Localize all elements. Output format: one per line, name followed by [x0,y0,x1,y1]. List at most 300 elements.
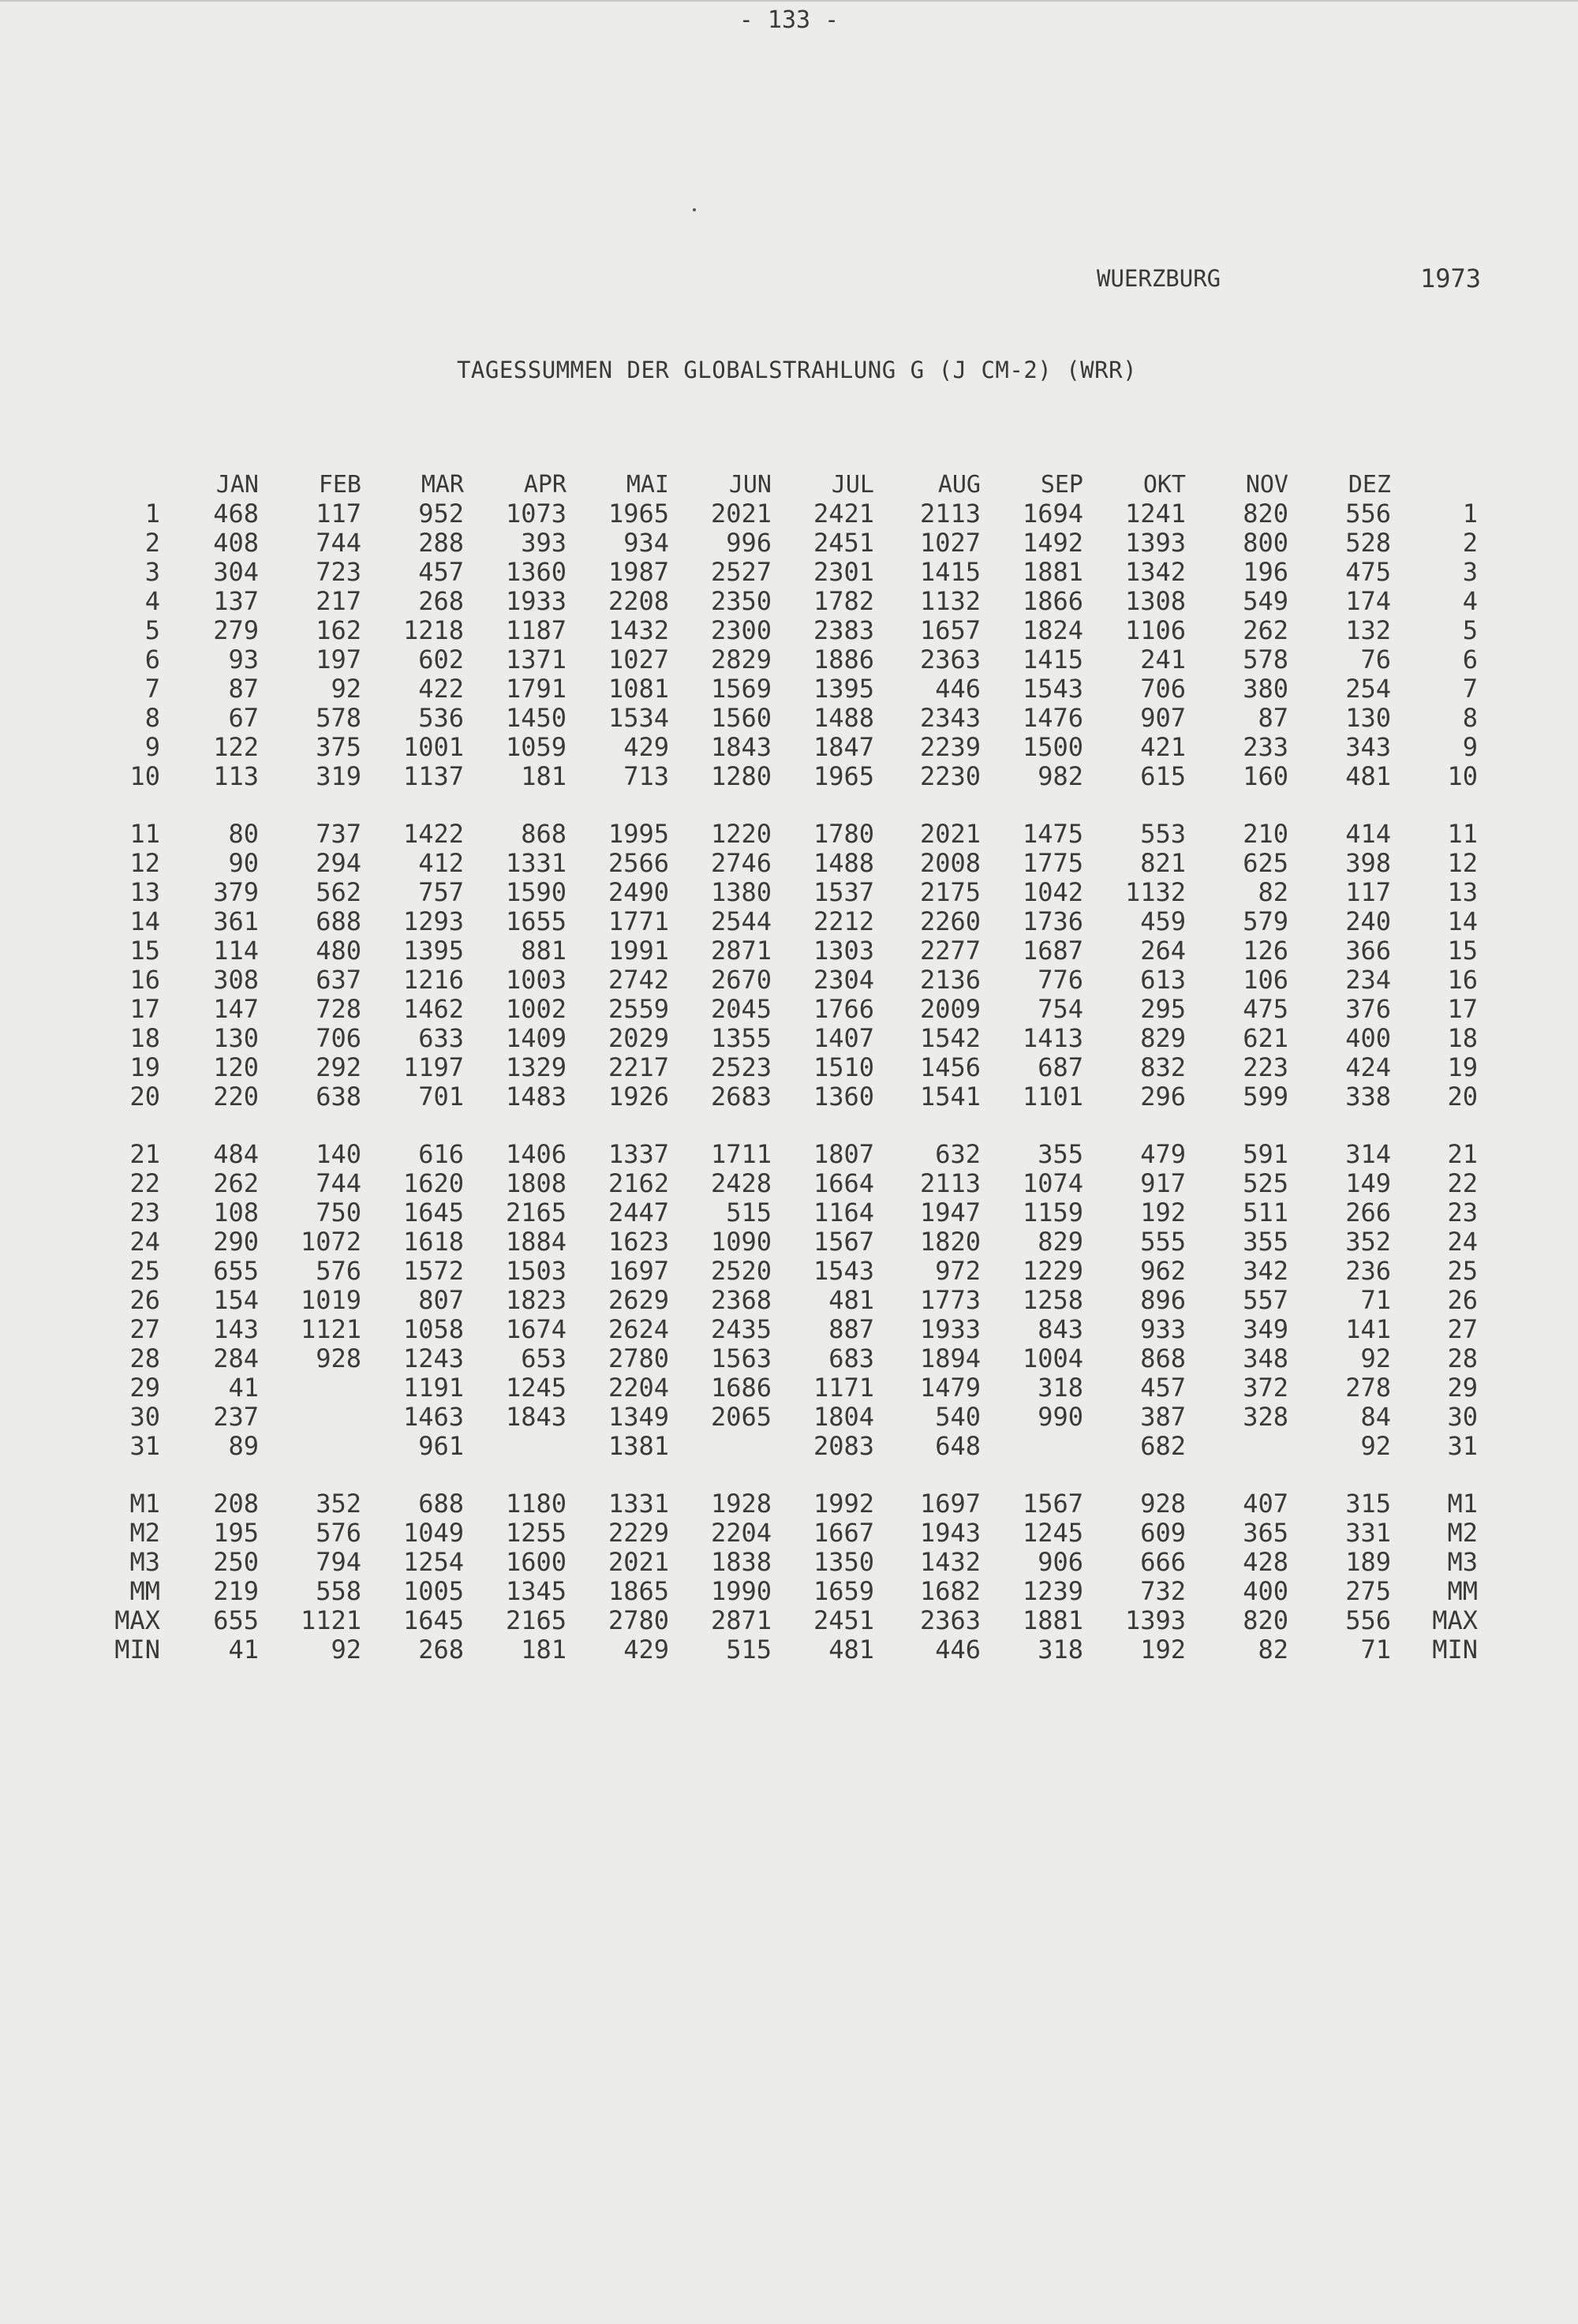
month-header: OKT [1142,471,1186,499]
table-cell: 982 [1038,761,1083,791]
table-cell: 952 [418,499,464,529]
table-cell: 928 [1140,1489,1186,1519]
table-cell: 1965 [813,761,874,791]
table-cell: 92 [1360,1431,1391,1461]
table-cell: 2021 [710,499,772,529]
table-cell: 284 [213,1343,259,1373]
row-label-right: 13 [1447,877,1478,907]
row-label: 5 [144,615,160,645]
table-cell: 1736 [1022,906,1083,936]
row-label-right: 31 [1447,1431,1478,1461]
table-cell: 113 [213,761,259,791]
table-cell: 192 [1140,1197,1186,1227]
table-cell: 682 [1140,1431,1186,1461]
table-cell: 361 [213,906,259,936]
table-cell: 1567 [813,1227,874,1257]
table-cell: 2490 [608,877,669,907]
table-cell: 2780 [608,1605,669,1635]
table-cell: 1488 [813,848,874,878]
table-cell: 189 [1345,1547,1391,1577]
table-cell: 398 [1345,848,1391,878]
table-cell: 1001 [402,732,464,762]
table-cell: 868 [521,819,567,849]
table-row [103,1024,1483,1053]
table-cell: 2045 [710,994,772,1024]
table-cell: 137 [213,586,259,616]
table-row [103,529,1483,558]
month-header-row [103,470,1483,499]
table-cell: 318 [1038,1635,1083,1665]
table-cell: 2175 [919,877,981,907]
table-cell: 408 [213,528,259,558]
table-cell: 352 [316,1489,361,1519]
table-row [103,645,1483,674]
table-cell: 80 [228,819,259,849]
table-cell: 1121 [300,1314,361,1344]
table-cell: 1303 [813,936,874,966]
table-cell: 1657 [919,615,981,645]
table-cell: 1682 [919,1576,981,1606]
row-label: 16 [129,965,160,995]
table-row [103,1606,1483,1635]
table-cell: 1280 [710,761,772,791]
table-cell: 1780 [813,819,874,849]
table-cell [675,1432,777,1461]
table-cell: 76 [1360,645,1391,674]
row-label: 10 [129,761,160,791]
table-cell: 365 [1243,1518,1288,1548]
table-cell: 2260 [919,906,981,936]
row-label-right: 26 [1447,1285,1478,1315]
table-cell: 1462 [402,994,464,1024]
row-label-right: MIN [1432,1635,1478,1665]
table-cell: 1475 [1022,819,1083,849]
table-cell: 84 [1360,1402,1391,1432]
table-cell: 1393 [1124,528,1186,558]
table-cell: 829 [1140,1023,1186,1053]
table-cell: 1406 [505,1139,567,1169]
table-cell: 315 [1345,1489,1391,1519]
table-cell: 141 [1345,1314,1391,1344]
table-cell: 355 [1038,1139,1083,1169]
table-cell: 234 [1345,965,1391,995]
table-cell: 1329 [505,1052,567,1082]
table-cell: 117 [316,499,361,529]
table-cell: 990 [1038,1402,1083,1432]
month-header: DEZ [1348,471,1391,499]
table-cell: 2871 [710,1605,772,1635]
table-cell: 2670 [710,965,772,995]
table-cell: 319 [316,761,361,791]
table-cell: 1881 [1022,557,1083,587]
table-cell: 429 [623,1635,669,1665]
table-cell: 1543 [1022,674,1083,704]
table-cell: 794 [316,1547,361,1577]
table-cell: 528 [1345,528,1391,558]
table-cell: 633 [418,1023,464,1053]
row-label-right: 15 [1447,936,1478,966]
month-header: JAN [215,471,259,499]
table-cell: 1697 [919,1489,981,1519]
table-cell: 2520 [710,1256,772,1286]
row-label: 12 [129,848,160,878]
table-cell: 480 [316,936,361,966]
table-cell: 236 [1345,1256,1391,1286]
table-cell: 2212 [813,906,874,936]
row-label-right: 16 [1447,965,1478,995]
table-cell: 1820 [919,1227,981,1257]
table-cell: 349 [1243,1314,1288,1344]
table-cell: 1254 [402,1547,464,1577]
table-row [103,1635,1483,1665]
table-cell: 723 [316,557,361,587]
table-cell: 732 [1140,1576,1186,1606]
month-header: FEB [318,471,361,499]
table-cell: 475 [1243,994,1288,1024]
table-row [103,849,1483,878]
table-title: TAGESSUMMEN DER GLOBALSTRAHLUNG G (J CM-2) (WRR) [456,357,1138,383]
table-cell: 576 [316,1256,361,1286]
table-cell: 292 [316,1052,361,1082]
row-label-right: 25 [1447,1256,1478,1286]
table-cell: 666 [1140,1547,1186,1577]
table-cell: 706 [316,1023,361,1053]
table-cell: 217 [316,586,361,616]
row-label-right: M2 [1447,1518,1478,1548]
table-cell: 82 [1258,877,1288,907]
table-cell: 1543 [813,1256,874,1286]
table-cell: 2083 [813,1431,874,1461]
table-cell: 342 [1243,1256,1288,1286]
table-cell: 744 [316,1168,361,1198]
table-cell: 1019 [300,1285,361,1315]
table-cell: 290 [213,1227,259,1257]
row-label: 2 [144,528,160,558]
table-cell: 266 [1345,1197,1391,1227]
table-cell: 1432 [919,1547,981,1577]
table-cell: 241 [1140,645,1186,674]
table-cell: 288 [418,528,464,558]
table-cell: 412 [418,848,464,878]
row-label-right: 14 [1447,906,1478,936]
table-cell: 114 [213,936,259,966]
table-cell: 2113 [919,1168,981,1198]
row-label-right: 21 [1447,1139,1478,1169]
table-cell: 2300 [710,615,772,645]
table-cell: 820 [1243,499,1288,529]
table-cell: 82 [1258,1635,1288,1665]
table-cell: 2435 [710,1314,772,1344]
row-label-right: 29 [1447,1373,1478,1403]
table-cell: 1659 [813,1576,874,1606]
table-cell: 1463 [402,1402,464,1432]
row-label: 6 [144,645,160,674]
month-header: NOV [1245,471,1288,499]
table-cell: 807 [418,1285,464,1315]
month-header: JUN [728,471,772,499]
table-cell: 1694 [1022,499,1083,529]
table-cell: 2780 [608,1343,669,1373]
table-cell: 87 [228,674,259,704]
table-cell: 1483 [505,1082,567,1112]
table-cell: 933 [1140,1314,1186,1344]
table-cell: 262 [213,1168,259,1198]
table-cell: 821 [1140,848,1186,878]
row-label-right: 5 [1462,615,1478,645]
table-cell: 387 [1140,1402,1186,1432]
table-body [103,499,1483,1665]
row-label-right: MAX [1432,1605,1478,1635]
table-cell: 1331 [608,1489,669,1519]
table-row [103,616,1483,645]
table-cell: 917 [1140,1168,1186,1198]
row-label-right: 17 [1447,994,1478,1024]
table-cell: 1342 [1124,557,1186,587]
table-cell: 1791 [505,674,567,704]
table-cell: 1395 [402,936,464,966]
table-cell: 1838 [710,1547,772,1577]
table-cell: 1106 [1124,615,1186,645]
row-label-right: 9 [1462,732,1478,762]
row-label: 27 [129,1314,160,1344]
station-name: WUERZBURG [1097,265,1221,292]
table-row [103,1227,1483,1257]
table-cell: 1476 [1022,703,1083,733]
row-label-right: 3 [1462,557,1478,587]
table-cell: 393 [521,528,567,558]
row-label-right: 23 [1447,1197,1478,1227]
table-cell: 1687 [1022,936,1083,966]
table-cell: 275 [1345,1576,1391,1606]
table-cell: 1058 [402,1314,464,1344]
row-label-header [103,470,166,499]
table-cell: 1393 [1124,1605,1186,1635]
table-cell: 1073 [505,499,567,529]
table-cell: 1488 [813,703,874,733]
table-cell: 1197 [402,1052,464,1082]
table-cell: 331 [1345,1518,1391,1548]
row-label: 7 [144,674,160,704]
table-row [103,1169,1483,1198]
table-cell: 613 [1140,965,1186,995]
table-cell: 1965 [608,499,669,529]
table-cell: 1886 [813,645,874,674]
row-label: MIN [114,1635,160,1665]
table-cell: 294 [316,848,361,878]
row-label: 11 [129,819,160,849]
table-cell: 1059 [505,732,567,762]
table-cell: 424 [1345,1052,1391,1082]
table-cell: 638 [316,1082,361,1112]
table-cell: 2208 [608,586,669,616]
table-cell: 1933 [505,586,567,616]
table-cell: 1503 [505,1256,567,1286]
table-cell: 1479 [919,1373,981,1403]
table-cell: 195 [213,1518,259,1548]
table-cell: 609 [1140,1518,1186,1548]
row-label-right: 27 [1447,1314,1478,1344]
table-cell: 379 [213,877,259,907]
table-cell: 2742 [608,965,669,995]
table-cell: 1928 [710,1489,772,1519]
row-label: 4 [144,586,160,616]
table-cell: 1258 [1022,1285,1083,1315]
table-cell: 515 [726,1635,772,1665]
table-cell: 41 [228,1635,259,1665]
table-cell: 602 [418,645,464,674]
table-cell: 829 [1038,1227,1083,1257]
table-cell: 1590 [505,877,567,907]
table-cell: 240 [1345,906,1391,936]
table-cell: 446 [935,1635,981,1665]
table-cell: 149 [1345,1168,1391,1198]
table-cell: 355 [1243,1227,1288,1257]
table-cell: 1807 [813,1139,874,1169]
table-cell: 576 [316,1518,361,1548]
table-cell: 2350 [710,586,772,616]
table-row [103,907,1483,936]
table-cell: 308 [213,965,259,995]
table-cell: 2523 [710,1052,772,1082]
table-cell: 687 [1038,1052,1083,1082]
table-cell: 2029 [608,1023,669,1053]
table-cell: 479 [1140,1139,1186,1169]
table-cell: 268 [418,1635,464,1665]
month-header: MAI [626,471,669,499]
row-label: M1 [129,1489,160,1519]
row-label-right: 18 [1447,1023,1478,1053]
table-cell: 2008 [919,848,981,878]
table-row [103,1489,1483,1519]
table-cell: 1773 [919,1285,981,1315]
table-cell: 1004 [1022,1343,1083,1373]
table-cell: 1171 [813,1373,874,1403]
table-cell: 2363 [919,1605,981,1635]
table-cell: 820 [1243,1605,1288,1635]
table-cell: 1042 [1022,877,1083,907]
table-cell: 208 [213,1489,259,1519]
table-cell: 1074 [1022,1168,1083,1198]
table-cell: 1771 [608,906,669,936]
table-cell: 1933 [919,1314,981,1344]
table-cell: 1943 [919,1518,981,1548]
table-cell: 71 [1360,1285,1391,1315]
table-cell: 1537 [813,877,874,907]
table-cell: 481 [828,1635,874,1665]
table-cell: 1239 [1022,1576,1083,1606]
table-cell: 1422 [402,819,464,849]
row-label-right: 1 [1462,499,1478,529]
table-cell: 540 [935,1402,981,1432]
table-cell: 376 [1345,994,1391,1024]
table-cell: 2277 [919,936,981,966]
table-cell: 2683 [710,1082,772,1112]
table-cell: 2343 [919,703,981,733]
table-cell: 338 [1345,1082,1391,1112]
table-cell: 264 [1140,936,1186,966]
row-label-right: 20 [1447,1082,1478,1112]
table-cell: 1674 [505,1314,567,1344]
table-cell: 1500 [1022,732,1083,762]
table-cell: 1090 [710,1227,772,1257]
table-cell: 457 [1140,1373,1186,1403]
table-row [103,587,1483,616]
table-cell: 907 [1140,703,1186,733]
table-cell: 2829 [710,645,772,674]
table-cell: 1618 [402,1227,464,1257]
table-cell: 278 [1345,1373,1391,1403]
table-cell: 1132 [919,586,981,616]
table-cell: 421 [1140,732,1186,762]
table-cell: 1775 [1022,848,1083,878]
table-cell: 2421 [813,499,874,529]
table-cell: 906 [1038,1547,1083,1577]
table-cell: 1655 [505,906,567,936]
radiation-table [103,470,1483,1665]
table-cell: 140 [316,1139,361,1169]
row-label-right: 24 [1447,1227,1478,1257]
table-cell: 90 [228,848,259,878]
row-label: 26 [129,1285,160,1315]
scan-speck [693,208,696,211]
table-cell: 625 [1243,848,1288,878]
table-cell: 2239 [919,732,981,762]
table-cell [469,1432,572,1461]
table-cell: 2165 [505,1605,567,1635]
table-cell: 688 [418,1489,464,1519]
row-label: 30 [129,1402,160,1432]
table-cell: 728 [316,994,361,1024]
table-cell: 130 [213,1023,259,1053]
table-cell: 1355 [710,1023,772,1053]
table-cell: 1180 [505,1489,567,1519]
table-cell: 525 [1243,1168,1288,1198]
table-row [103,1548,1483,1577]
table-cell: 1049 [402,1518,464,1548]
page-number: - 133 - [739,6,839,34]
month-header: AUG [937,471,981,499]
table-cell: 2544 [710,906,772,936]
table-row [103,499,1483,529]
table-cell: 459 [1140,906,1186,936]
table-cell: 1645 [402,1197,464,1227]
table-cell: 683 [828,1343,874,1373]
table-cell: 181 [521,1635,567,1665]
table-cell: 2230 [919,761,981,791]
table-row [103,1053,1483,1082]
block-spacer [103,1112,1483,1140]
table-cell: 2746 [710,848,772,878]
table-cell: 481 [828,1285,874,1315]
table-cell: 928 [316,1343,361,1373]
table-cell: 1623 [608,1227,669,1257]
table-cell: 750 [316,1197,361,1227]
table-cell: 120 [213,1052,259,1082]
row-label-right: 12 [1447,848,1478,878]
month-header: JUL [831,471,874,499]
table-cell: 2629 [608,1285,669,1315]
table-cell: 2527 [710,557,772,587]
table-cell: 92 [331,1635,361,1665]
table-cell: 972 [935,1256,981,1286]
table-cell: 1782 [813,586,874,616]
table-cell: 549 [1243,586,1288,616]
table-cell: 1620 [402,1168,464,1198]
table-cell: 1667 [813,1518,874,1548]
table-row [103,1257,1483,1286]
table-row [103,1519,1483,1548]
table-cell: 2204 [710,1518,772,1548]
